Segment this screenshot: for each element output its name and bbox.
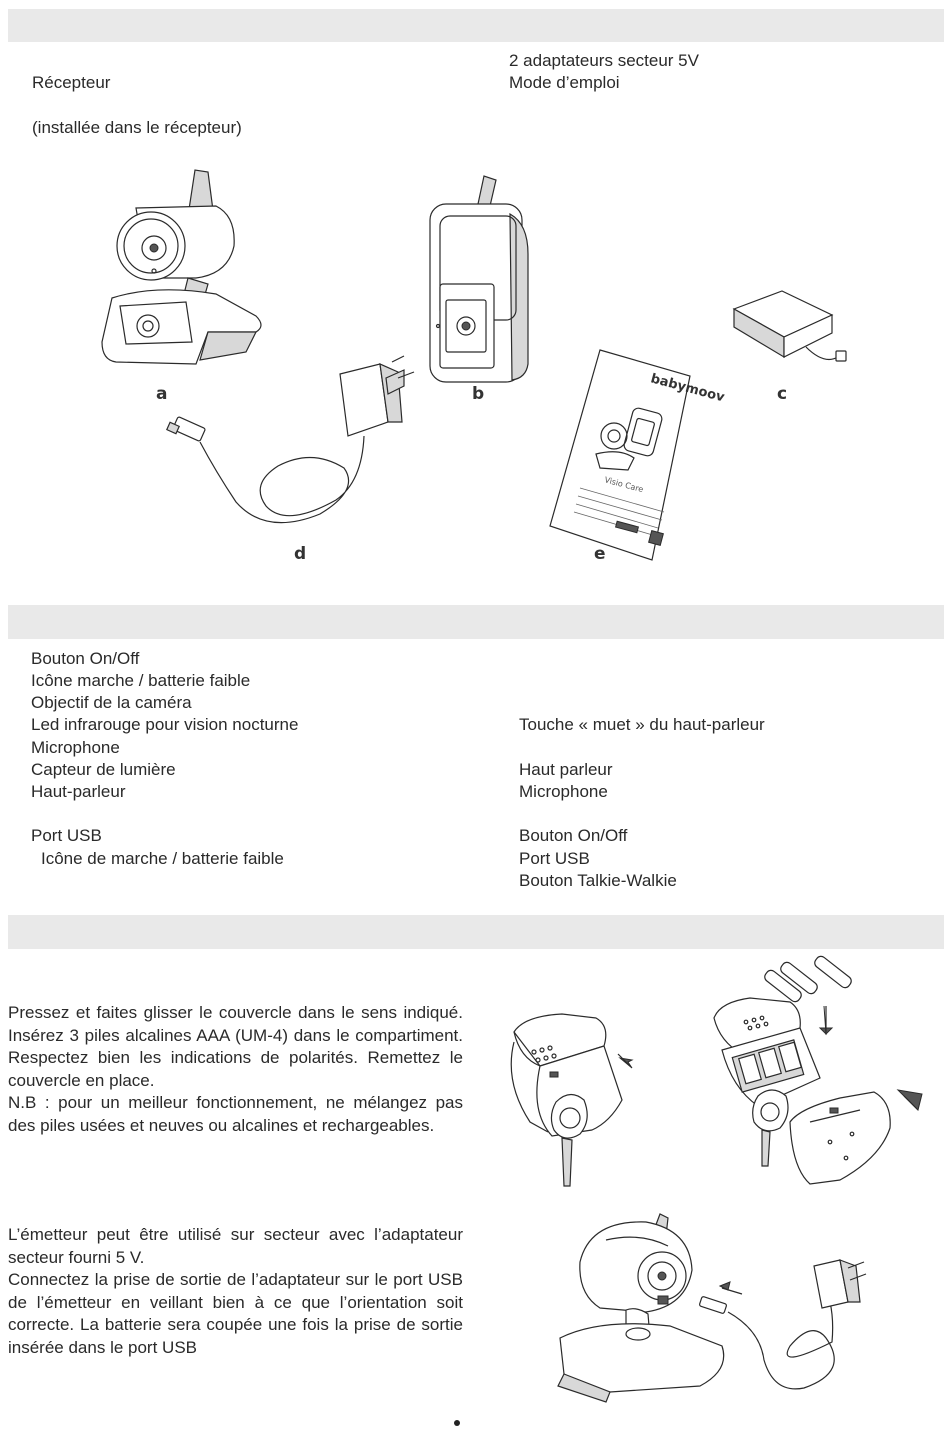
power-adapter-illustration	[166, 352, 422, 526]
part-item: Port USB	[31, 826, 102, 845]
part-item: Icône marche / batterie faible	[31, 671, 251, 690]
part-item: Bouton Talkie-Walkie	[519, 871, 677, 890]
manual-product-text: Visio Care	[603, 475, 645, 495]
mains-connect-text: Connectez la prise de sortie de l’adaptateur sur le port USB de l’émetteur en veillant bien à ce que l’orientation soit correcte. La batterie sera coupée une fois la prise de sortie insérée dans le port USB	[8, 1270, 463, 1357]
part-item: Bouton On/Off	[519, 826, 628, 845]
mains-intro-text: L’émetteur peut être utilisé sur secteur avec l’adaptateur secteur fourni 5 V.	[8, 1225, 463, 1267]
mains-instructions	[8, 1224, 463, 1359]
part-item: Icône de marche / batterie faible	[41, 849, 284, 868]
part-item: Port USB	[519, 849, 590, 868]
contents-item: Mode d’emploi	[509, 73, 620, 92]
battery-instructions	[8, 1002, 463, 1137]
part-item: Touche « muet » du haut-parleur	[519, 715, 765, 734]
user-manual-illustration	[546, 346, 727, 564]
part-item: Objectif de la caméra	[31, 693, 192, 712]
battery-insertion-illustration	[500, 962, 940, 1188]
part-item: Capteur de lumière	[31, 760, 176, 779]
figure-label-a: a	[156, 384, 168, 404]
section-header-band	[8, 915, 944, 949]
battery-instructions-text: Pressez et faites glisser le couvercle dans le sens indiqué. Insérez 3 piles alcalines AAA (UM-4) dans le compartiment. Respectez bien les indications de polarités. Remettez le couvercle en place.	[8, 1003, 463, 1090]
battery-note-text: N.B : pour un meilleur fonctionnement, ne mélangez pas des piles usées et neuves ou alcalines et rechargeables.	[8, 1093, 463, 1135]
part-item: Led infrarouge pour vision nocturne	[31, 715, 299, 734]
mains-connection-illustration	[550, 1210, 880, 1406]
manual-brand-text: babymoov	[648, 371, 727, 406]
figure-label-e: e	[594, 544, 606, 564]
part-item: Microphone	[519, 782, 608, 801]
contents-item: 2 adaptateurs secteur 5V	[509, 51, 699, 70]
figure-label-d: d	[294, 544, 307, 564]
part-item: Bouton On/Off	[31, 649, 140, 668]
camera-illustration	[96, 166, 266, 372]
contents-item: Récepteur	[32, 73, 111, 92]
part-item: Microphone	[31, 738, 120, 757]
page-dot	[454, 1420, 460, 1426]
part-item: Haut parleur	[519, 760, 613, 779]
section-header-band	[8, 605, 944, 639]
receiver-illustration	[424, 174, 534, 386]
part-item: Haut-parleur	[31, 782, 126, 801]
section-header-band	[8, 9, 944, 42]
battery-pack-illustration	[728, 287, 854, 371]
contents-item: (installée dans le récepteur)	[32, 118, 242, 137]
figure-label-c: c	[777, 384, 788, 404]
figure-label-b: b	[472, 384, 485, 404]
